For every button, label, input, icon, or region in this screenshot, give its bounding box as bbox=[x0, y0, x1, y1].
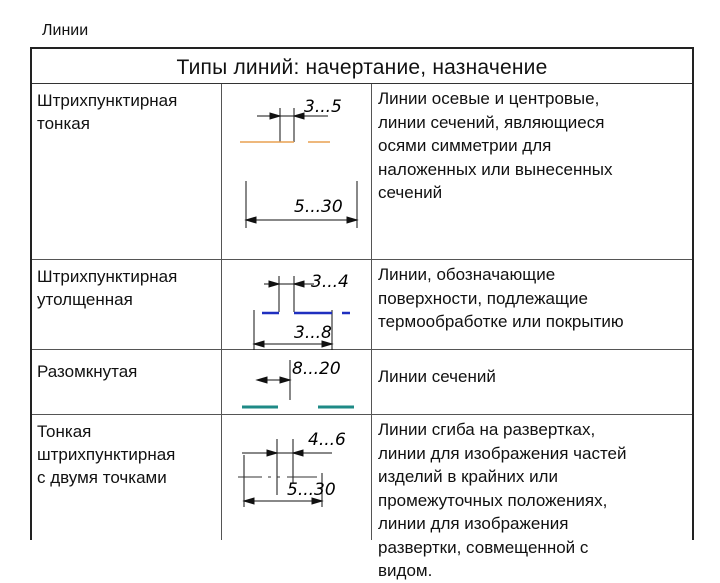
line-drawing-thin-dash-dot-two-points bbox=[32, 415, 692, 542]
arrow-head bbox=[294, 113, 304, 119]
line-type-description: Линии сгиба на развертках, линии для изображения частей изделий в крайних или промежуточных положениях, линии для изображения развертки, совмещенной с видом. bbox=[378, 420, 627, 580]
table-row bbox=[32, 260, 692, 350]
line-drawing-thick-dash-dot bbox=[32, 260, 692, 350]
line-type-name: Штрихпунктирная утолщенная bbox=[37, 267, 178, 309]
table-row bbox=[32, 415, 692, 580]
line-type-name: Штрихпунктирная тонкая bbox=[37, 91, 178, 133]
arrow-head bbox=[254, 341, 264, 347]
dimension-label-top: 3...5 bbox=[304, 97, 342, 117]
line-type-name: Разомкнутая bbox=[37, 362, 138, 381]
dimension-label-bottom: 5...30 bbox=[287, 480, 336, 500]
table-row bbox=[32, 350, 692, 415]
dimension-label-bottom: 3...8 bbox=[294, 323, 332, 343]
page-heading: Линии bbox=[42, 22, 89, 39]
line-type-description: Линии сечений bbox=[378, 367, 496, 386]
arrow-head bbox=[293, 450, 303, 456]
line-types-table bbox=[30, 47, 694, 580]
line-drawing-open bbox=[32, 350, 692, 415]
line-type-name: Тонкая штрихпунктирная с двумя точками bbox=[37, 422, 176, 487]
arrow-head bbox=[267, 450, 277, 456]
line-drawing-thin-dash-dot bbox=[32, 84, 692, 260]
arrow-head bbox=[244, 498, 254, 504]
arrow-head bbox=[246, 217, 256, 223]
dimension-label-top: 4...6 bbox=[308, 430, 346, 450]
arrow-head bbox=[269, 281, 279, 287]
table-caption: Типы линий: начертание, назначение bbox=[32, 49, 692, 84]
line-type-description: Линии осевые и центровые, линии сечений, являющиеся осями симметрии для наложенных или вынесенных сечений bbox=[378, 89, 613, 202]
dimension-label-top: 3...4 bbox=[311, 272, 349, 292]
dimension-label-bottom: 5...30 bbox=[294, 197, 343, 217]
arrow-head bbox=[280, 377, 290, 383]
dimension-label-top: 8...20 bbox=[292, 359, 341, 379]
arrow-head bbox=[294, 281, 304, 287]
line-type-description: Линии, обозначающие поверхности, подлежащие термообработке или покрытию bbox=[378, 265, 624, 331]
arrow-head bbox=[257, 377, 267, 383]
arrow-head bbox=[270, 113, 280, 119]
arrow-head bbox=[347, 217, 357, 223]
table-row bbox=[32, 84, 692, 260]
